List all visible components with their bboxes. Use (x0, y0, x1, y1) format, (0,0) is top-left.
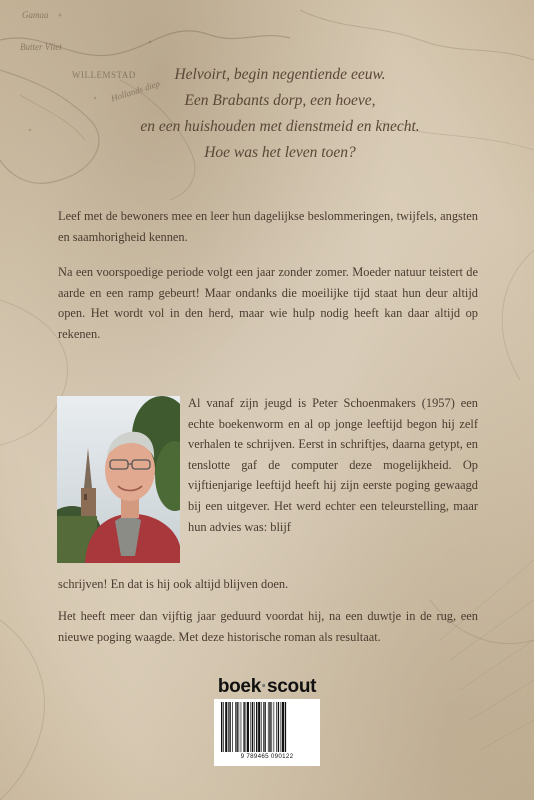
barcode (220, 702, 314, 752)
barcode-bar (235, 702, 236, 752)
barcode-label (214, 699, 320, 766)
publisher-logo-part: scout (267, 676, 317, 697)
barcode-bar (274, 702, 275, 752)
author-photo (57, 396, 180, 563)
barcode-bar (247, 702, 249, 752)
barcode-bar (256, 702, 257, 752)
barcode-bar (268, 702, 269, 752)
map-label: Hollands diep (109, 78, 162, 104)
barcode-bar (241, 702, 242, 752)
map-label: WILLEMSTAD (72, 70, 136, 80)
poem-line: Een Brabants dorp, een hoeve, (184, 92, 376, 109)
barcode-bar (239, 702, 240, 752)
map-label: Butter Vliet (20, 42, 62, 52)
barcode-bar (258, 702, 260, 752)
barcode-bar (228, 702, 229, 752)
barcode-bar (271, 702, 272, 752)
poem-line: Helvoirt, begin negentiende eeuw. (174, 66, 386, 83)
barcode-bar (236, 702, 237, 752)
poem-line: en een huishouden met dienstmeid en knecht. (140, 118, 420, 135)
map-label: Gamaa (22, 10, 49, 20)
intro-paragraph: Leef met de bewoners mee en leer hun dagelijkse beslommeringen, twijfels, angsten en saamhorigheid kennen. (58, 209, 478, 244)
author-bio: Al vanaf zijn jeugd is Peter Schoenmakers (1957) een echte boekenworm en al op jonge leeftijd begon hij zelf verhalen te schrijven. Eerst in schriftjes, daarna getypt, en tenslotte gaf de computer deze mogelijkheid. Op vijftienjarige leeftijd heeft hij zijn eerste poging gewaagd bij een uitgever. Het werd echter een teleurstelling, maar hun advies was: blijf (188, 396, 478, 534)
isbn-number: 9 789465 090122 (240, 753, 294, 760)
poem (100, 62, 460, 166)
barcode-bar (229, 702, 230, 752)
story-paragraph: Na een voorspoedige periode volgt een jaar zonder zomer. Moeder natuur teistert de aarde en een ramp gebeurt! Maar ondanks die moeilijke tijd staat hun deur altijd open. Het wordt vol in den herd, maar wie hulp nodig heeft kan daar altijd op rekenen. (58, 265, 478, 341)
barcode-bar (278, 702, 279, 752)
barcode-bar (225, 702, 227, 752)
closing-paragraph: Het heeft meer dan vijftig jaar geduurd voordat hij, na een duwtje in de rug, een nieuwe poging waagde. Met deze historische roman als resultaat. (58, 609, 478, 644)
publisher-logo-part: boek (217, 676, 261, 697)
barcode-bar (252, 702, 253, 752)
author-bio-continued: schrijven! En dat is hij ook altijd blijven doen. (58, 577, 289, 591)
barcode-bar (223, 702, 224, 752)
barcode-bar (246, 702, 247, 752)
barcode-bar (285, 702, 286, 752)
barcode-bar (261, 702, 262, 752)
poem-line: Hoe was het leven toen? (204, 144, 356, 161)
barcode-bar (282, 702, 284, 752)
publisher-logo (215, 676, 319, 698)
barcode-bar (250, 702, 251, 752)
barcode-bar (232, 702, 233, 752)
publisher-logo-dot: · (260, 676, 267, 697)
barcode-bar (243, 702, 244, 752)
barcode-bar (276, 702, 277, 752)
barcode-bar (269, 702, 270, 752)
barcode-bar (264, 702, 265, 752)
barcode-bar (254, 702, 255, 752)
barcode-bar (281, 702, 282, 752)
barcode-bar (263, 702, 264, 752)
barcode-bar (221, 702, 222, 752)
